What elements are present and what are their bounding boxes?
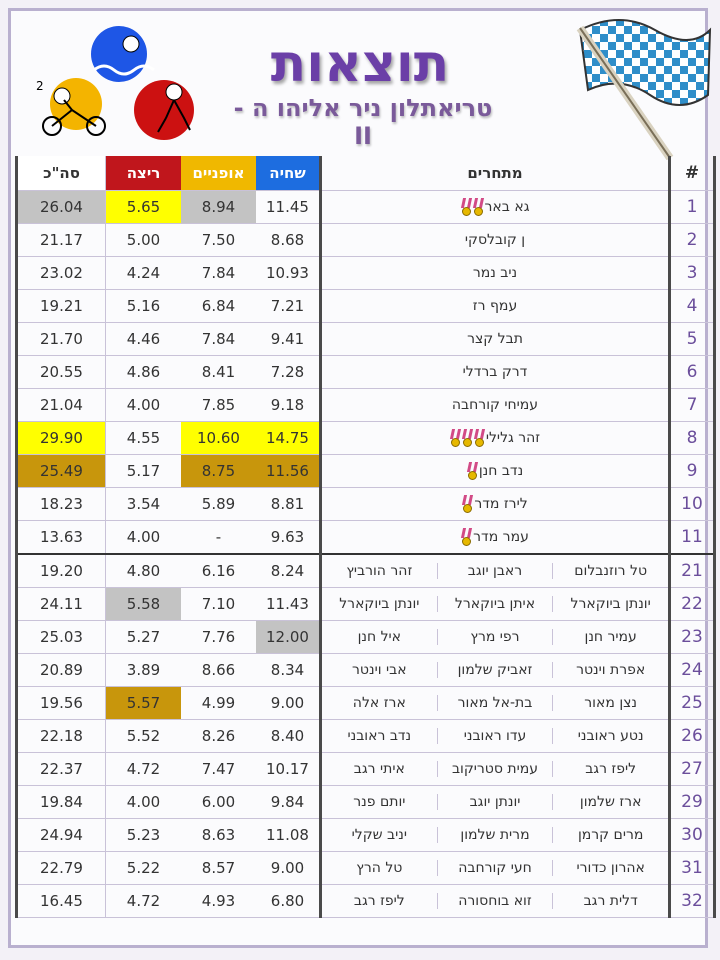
team-member-3: יניב שקלי bbox=[351, 827, 407, 843]
medal-icon bbox=[462, 528, 472, 546]
competitor-name: ן קובלסקי bbox=[464, 232, 526, 248]
run-cell: 5.27 bbox=[106, 621, 182, 654]
team-member-2: בת-אל מאור bbox=[437, 695, 553, 711]
triathlon-logo bbox=[14, 22, 204, 142]
swim-cell: 11.08 bbox=[256, 819, 321, 852]
swim-cell: 11.43 bbox=[256, 588, 321, 621]
team-member-3: איתי רגב bbox=[353, 761, 405, 777]
page-subtitle: טריאתלון ניר אליהו ה - II bbox=[233, 94, 493, 150]
team-member-1: ארז שלמון bbox=[552, 794, 668, 810]
run-cell: 5.16 bbox=[106, 290, 182, 323]
medal-icon bbox=[474, 198, 484, 216]
bike-cell: 6.84 bbox=[181, 290, 256, 323]
run-cell: 5.65 bbox=[106, 191, 182, 224]
team-names-cell bbox=[321, 753, 670, 786]
competitor-name: לירז מדר bbox=[474, 496, 528, 512]
bike-cell: 7.50 bbox=[181, 224, 256, 257]
table-row bbox=[17, 488, 715, 521]
swim-cell: 8.24 bbox=[256, 554, 321, 588]
header-total: סה"כ bbox=[17, 156, 106, 191]
bike-cell: 6.00 bbox=[181, 786, 256, 819]
run-cell: 4.24 bbox=[106, 257, 182, 290]
team-names-cell bbox=[321, 885, 670, 918]
number-cell: 30 bbox=[670, 819, 715, 852]
competitor-name: זהר גלילי bbox=[485, 430, 541, 446]
team-member-3: איל חנן bbox=[357, 629, 402, 645]
name-cell bbox=[321, 323, 670, 356]
team-member-3: יונתן ביוקארל bbox=[339, 596, 420, 612]
medal-icon bbox=[468, 462, 478, 480]
medal-icon bbox=[475, 429, 485, 447]
team-row bbox=[17, 885, 715, 918]
run-cell: 5.23 bbox=[106, 819, 182, 852]
number-cell: 9 bbox=[670, 455, 715, 488]
name-cell bbox=[321, 257, 670, 290]
team-member-2: זוא בוחסורה bbox=[437, 893, 553, 909]
team-member-2: עמית סטריקוב bbox=[437, 761, 553, 777]
total-cell: 29.90 bbox=[17, 422, 106, 455]
bike-cell: 7.84 bbox=[181, 323, 256, 356]
team-names-cell bbox=[321, 852, 670, 885]
table-row bbox=[17, 356, 715, 389]
total-cell: 23.02 bbox=[17, 257, 106, 290]
swim-cell: 8.34 bbox=[256, 654, 321, 687]
team-row bbox=[17, 654, 715, 687]
swim-cell: 10.17 bbox=[256, 753, 321, 786]
total-cell: 25.49 bbox=[17, 455, 106, 488]
table-row bbox=[17, 389, 715, 422]
team-member-1: נטע ראובני bbox=[552, 728, 668, 744]
team-row bbox=[17, 720, 715, 753]
number-cell: 1 bbox=[670, 191, 715, 224]
number-cell: 2 bbox=[670, 224, 715, 257]
team-member-3: אבי וינטר bbox=[352, 662, 407, 678]
number-cell: 4 bbox=[670, 290, 715, 323]
number-cell: 8 bbox=[670, 422, 715, 455]
team-member-3: זהר הורביץ bbox=[346, 563, 413, 579]
bike-cell: 8.41 bbox=[181, 356, 256, 389]
swim-cell: 7.21 bbox=[256, 290, 321, 323]
run-cell: 3.54 bbox=[106, 488, 182, 521]
team-row bbox=[17, 554, 715, 588]
total-cell: 19.84 bbox=[17, 786, 106, 819]
competitor-name: ניב נמר bbox=[472, 265, 518, 281]
medal-icon bbox=[451, 429, 461, 447]
swim-cell: 10.93 bbox=[256, 257, 321, 290]
name-cell bbox=[321, 290, 670, 323]
team-row bbox=[17, 852, 715, 885]
swim-cell: 8.81 bbox=[256, 488, 321, 521]
run-cell: 5.57 bbox=[106, 687, 182, 720]
team-member-3: טל הרץ bbox=[356, 860, 403, 876]
team-names-cell bbox=[321, 621, 670, 654]
number-cell: 7 bbox=[670, 389, 715, 422]
name-cell bbox=[321, 191, 670, 224]
bike-cell: 7.85 bbox=[181, 389, 256, 422]
swim-cell: 8.40 bbox=[256, 720, 321, 753]
number-cell: 11 bbox=[670, 521, 715, 555]
run-cell: 4.00 bbox=[106, 521, 182, 555]
team-row bbox=[17, 786, 715, 819]
table-row bbox=[17, 290, 715, 323]
team-row bbox=[17, 588, 715, 621]
swim-cell: 9.41 bbox=[256, 323, 321, 356]
name-cell bbox=[321, 422, 670, 455]
bike-cell: 5.89 bbox=[181, 488, 256, 521]
team-member-1: אפרת וינטר bbox=[552, 662, 668, 678]
team-names-cell bbox=[321, 654, 670, 687]
total-cell: 20.89 bbox=[17, 654, 106, 687]
team-member-1: עמיר חנן bbox=[552, 629, 668, 645]
swim-cell: 12.00 bbox=[256, 621, 321, 654]
team-names-cell bbox=[321, 786, 670, 819]
run-cell: 5.17 bbox=[106, 455, 182, 488]
swim-cell: 11.56 bbox=[256, 455, 321, 488]
competitor-name: עמף רז bbox=[472, 298, 518, 314]
number-cell: 21 bbox=[670, 554, 715, 588]
team-member-1: טל רוזנבלום bbox=[552, 563, 668, 579]
number-cell: 29 bbox=[670, 786, 715, 819]
competitor-name: נדב חנן bbox=[478, 463, 524, 479]
run-cell: 4.72 bbox=[106, 753, 182, 786]
bike-cell: 8.66 bbox=[181, 654, 256, 687]
table-row bbox=[17, 323, 715, 356]
number-cell: 24 bbox=[670, 654, 715, 687]
table-row bbox=[17, 521, 715, 555]
bike-cell: 7.84 bbox=[181, 257, 256, 290]
header-run: ריצה bbox=[106, 156, 182, 191]
bike-cell: 7.47 bbox=[181, 753, 256, 786]
number-cell: 31 bbox=[670, 852, 715, 885]
team-member-1: ליפז רגב bbox=[552, 761, 668, 777]
total-cell: 22.37 bbox=[17, 753, 106, 786]
swim-cell: 9.18 bbox=[256, 389, 321, 422]
swim-cell: 14.75 bbox=[256, 422, 321, 455]
team-member-2: מרית שלמון bbox=[437, 827, 553, 843]
total-cell: 19.20 bbox=[17, 554, 106, 588]
swim-cell: 9.00 bbox=[256, 852, 321, 885]
team-member-2: רפי מרץ bbox=[437, 629, 553, 645]
total-cell: 19.21 bbox=[17, 290, 106, 323]
table-row bbox=[17, 422, 715, 455]
run-cell: 4.72 bbox=[106, 885, 182, 918]
medal-icon bbox=[462, 198, 472, 216]
total-cell: 25.03 bbox=[17, 621, 106, 654]
team-member-1: דלית רגב bbox=[552, 893, 668, 909]
run-cell: 4.80 bbox=[106, 554, 182, 588]
competitor-name: גא באר bbox=[484, 199, 530, 215]
bike-cell: 4.99 bbox=[181, 687, 256, 720]
team-member-2: זאביק שלמון bbox=[437, 662, 553, 678]
table-row bbox=[17, 257, 715, 290]
run-cell: 4.00 bbox=[106, 786, 182, 819]
bike-cell: 8.75 bbox=[181, 455, 256, 488]
total-cell: 13.63 bbox=[17, 521, 106, 555]
number-cell: 3 bbox=[670, 257, 715, 290]
team-member-2: איתן ביוקארל bbox=[437, 596, 553, 612]
competitor-name: עמיחי קורחבה bbox=[451, 397, 539, 413]
number-cell: 22 bbox=[670, 588, 715, 621]
total-cell: 22.18 bbox=[17, 720, 106, 753]
team-member-2: יונתן יוגב bbox=[437, 794, 553, 810]
bike-cell: - bbox=[181, 521, 256, 555]
total-cell: 19.56 bbox=[17, 687, 106, 720]
bike-cell: 4.93 bbox=[181, 885, 256, 918]
team-member-3: יותם פנר bbox=[353, 794, 406, 810]
table-row bbox=[17, 191, 715, 224]
name-cell bbox=[321, 488, 670, 521]
bike-cell: 8.26 bbox=[181, 720, 256, 753]
total-cell: 26.04 bbox=[17, 191, 106, 224]
swim-cell: 6.80 bbox=[256, 885, 321, 918]
run-cell: 3.89 bbox=[106, 654, 182, 687]
team-member-1: מרים קרמן bbox=[552, 827, 668, 843]
total-cell: 20.55 bbox=[17, 356, 106, 389]
team-member-1: נצן מאור bbox=[552, 695, 668, 711]
swim-cell: 9.63 bbox=[256, 521, 321, 555]
team-row bbox=[17, 753, 715, 786]
number-cell: 27 bbox=[670, 753, 715, 786]
bike-cell: 7.76 bbox=[181, 621, 256, 654]
header-bike: אופניים bbox=[181, 156, 256, 191]
team-member-3: נדב ראובני bbox=[347, 728, 412, 744]
competitor-name: תבל קצר bbox=[467, 331, 523, 347]
number-cell: 23 bbox=[670, 621, 715, 654]
total-cell: 18.23 bbox=[17, 488, 106, 521]
header bbox=[0, 0, 720, 155]
header-swim: שחיה bbox=[256, 156, 321, 191]
name-cell bbox=[321, 455, 670, 488]
team-names-cell bbox=[321, 720, 670, 753]
total-cell: 24.11 bbox=[17, 588, 106, 621]
name-cell bbox=[321, 224, 670, 257]
table-row bbox=[17, 224, 715, 257]
bike-cell: 8.63 bbox=[181, 819, 256, 852]
run-cell: 5.00 bbox=[106, 224, 182, 257]
team-names-cell bbox=[321, 588, 670, 621]
competitor-name: דרק ברדלי bbox=[462, 364, 528, 380]
bike-cell: 8.94 bbox=[181, 191, 256, 224]
run-cell: 4.46 bbox=[106, 323, 182, 356]
run-cell: 5.58 bbox=[106, 588, 182, 621]
total-cell: 21.17 bbox=[17, 224, 106, 257]
team-row bbox=[17, 819, 715, 852]
total-cell: 21.04 bbox=[17, 389, 106, 422]
table-row bbox=[17, 455, 715, 488]
checkered-flag-icon bbox=[560, 10, 720, 160]
bike-cell: 6.16 bbox=[181, 554, 256, 588]
team-names-cell bbox=[321, 554, 670, 588]
bike-cell: 7.10 bbox=[181, 588, 256, 621]
team-member-1: אהרון כדורי bbox=[552, 860, 668, 876]
table-header-row bbox=[17, 156, 715, 191]
team-names-cell bbox=[321, 687, 670, 720]
header-number: # bbox=[670, 156, 715, 191]
number-cell: 26 bbox=[670, 720, 715, 753]
number-cell: 6 bbox=[670, 356, 715, 389]
swim-cell: 7.28 bbox=[256, 356, 321, 389]
header-competitors: מתחרים bbox=[321, 156, 670, 191]
team-names-cell bbox=[321, 819, 670, 852]
competitor-name: עמר מדר bbox=[473, 529, 529, 545]
name-cell bbox=[321, 521, 670, 555]
run-cell: 4.00 bbox=[106, 389, 182, 422]
medal-icon bbox=[463, 495, 473, 513]
number-cell: 5 bbox=[670, 323, 715, 356]
medal-icon bbox=[463, 429, 473, 447]
total-cell: 16.45 bbox=[17, 885, 106, 918]
results-table bbox=[15, 156, 716, 918]
svg-text:2: 2 bbox=[36, 79, 44, 93]
name-cell bbox=[321, 389, 670, 422]
page-title: תוצאות bbox=[270, 34, 450, 94]
run-cell: 4.55 bbox=[106, 422, 182, 455]
team-member-2: חעי קורחבה bbox=[437, 860, 553, 876]
team-row bbox=[17, 621, 715, 654]
number-cell: 10 bbox=[670, 488, 715, 521]
team-member-1: יונתן ביוקארל bbox=[552, 596, 668, 612]
total-cell: 21.70 bbox=[17, 323, 106, 356]
bike-cell: 10.60 bbox=[181, 422, 256, 455]
team-row bbox=[17, 687, 715, 720]
swim-cell: 9.84 bbox=[256, 786, 321, 819]
team-member-3: ארז אלה bbox=[352, 695, 406, 711]
run-cell: 4.86 bbox=[106, 356, 182, 389]
swim-cell: 8.68 bbox=[256, 224, 321, 257]
total-cell: 24.94 bbox=[17, 819, 106, 852]
run-cell: 5.52 bbox=[106, 720, 182, 753]
swim-cell: 11.45 bbox=[256, 191, 321, 224]
name-cell bbox=[321, 356, 670, 389]
team-member-2: עדו ראובני bbox=[437, 728, 553, 744]
team-member-2: ראבן יוגב bbox=[437, 563, 553, 579]
swim-cell: 9.00 bbox=[256, 687, 321, 720]
bike-cell: 8.57 bbox=[181, 852, 256, 885]
total-cell: 22.79 bbox=[17, 852, 106, 885]
team-member-3: ליפז רגב bbox=[353, 893, 405, 909]
number-cell: 25 bbox=[670, 687, 715, 720]
run-cell: 5.22 bbox=[106, 852, 182, 885]
number-cell: 32 bbox=[670, 885, 715, 918]
